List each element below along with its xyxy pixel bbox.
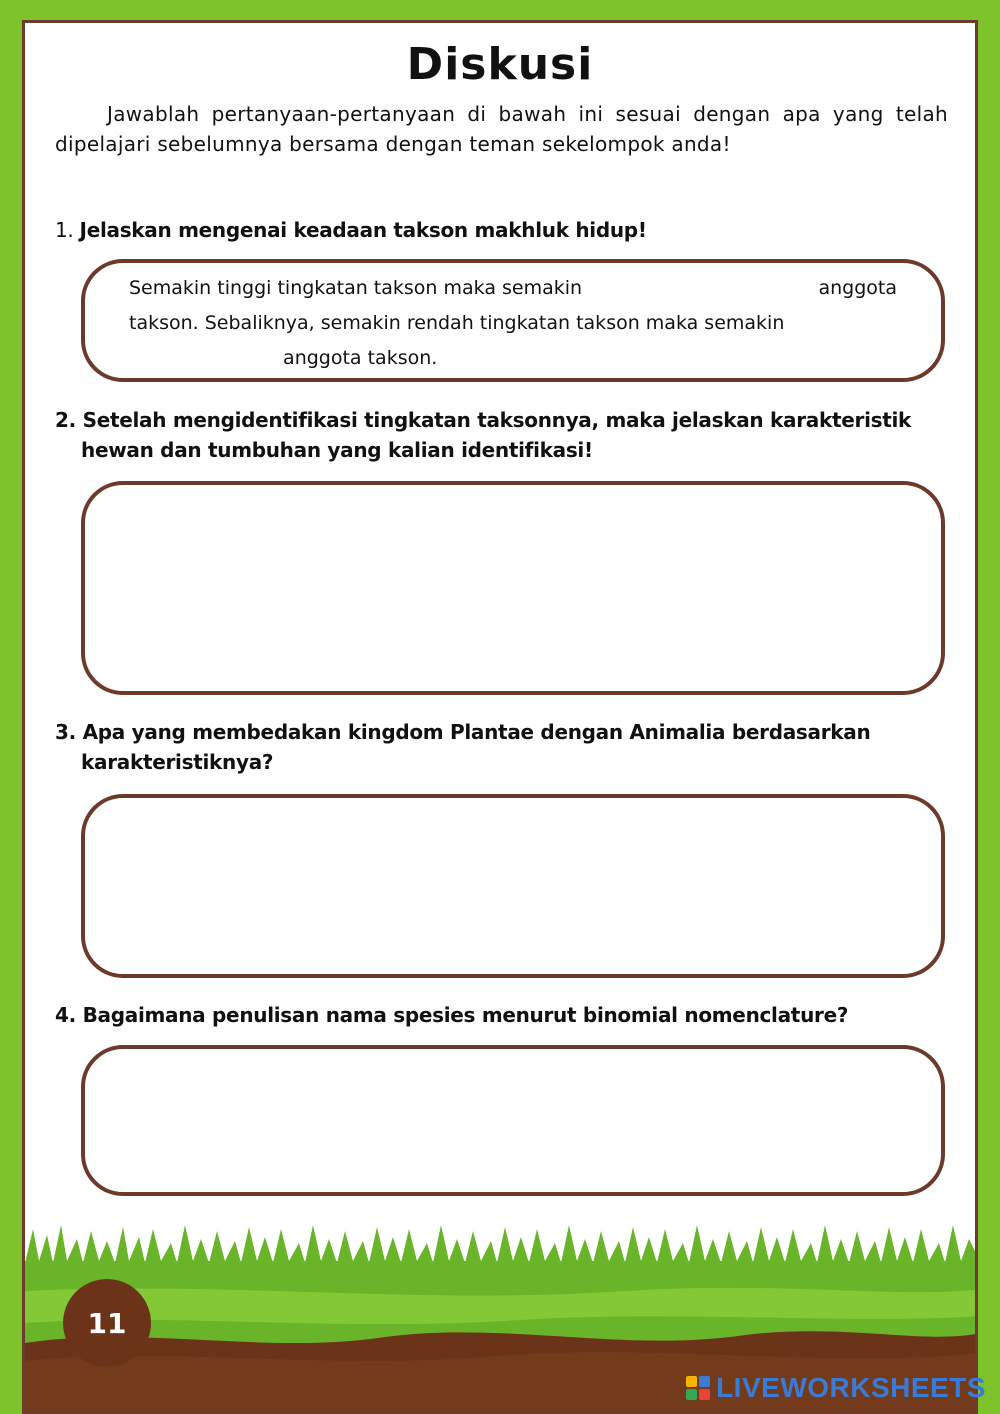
fill-in-statement: [129, 271, 897, 376]
question-2: [55, 405, 955, 465]
page-number-badge: 11: [63, 1279, 151, 1367]
question-2-text-line1: Setelah mengidentifikasi tingkatan taksonnya, maka jelaskan karakteristik: [82, 408, 912, 432]
intro-instructions: Jawablah pertanyaan-pertanyaan di bawah ini sesuai dengan apa yang telah dipelajari sebelumnya bersama dengan teman sekelompok anda!: [55, 102, 948, 156]
question-4-text: Bagaimana penulisan nama spesies menurut binomial nomenclature?: [82, 1003, 849, 1027]
question-1-text: Jelaskan mengenai keadaan takson makhluk hidup!: [79, 218, 647, 242]
question-2-number: 2.: [55, 408, 76, 432]
answer-box-2[interactable]: [81, 481, 945, 695]
question-1-number: 1.: [55, 218, 74, 242]
fill-line-1-start: Semakin tinggi tingkatan takson maka semakin: [129, 277, 583, 299]
fill-line-1: [129, 271, 897, 306]
question-2-text-line2: hewan dan tumbuhan yang kalian identifikasi!: [81, 438, 593, 462]
question-3-number: 3.: [55, 720, 76, 744]
answer-box-3[interactable]: [81, 794, 945, 978]
question-3: [55, 717, 955, 777]
question-1: [55, 215, 955, 245]
fill-line-1-end: anggota: [818, 277, 897, 299]
question-4: [55, 1000, 955, 1030]
fill-line-3-text: anggota takson.: [283, 347, 438, 369]
question-3-text-line1: Apa yang membedakan kingdom Plantae dengan Animalia berdasarkan: [82, 720, 871, 744]
liveworksheets-watermark: [686, 1372, 986, 1404]
fill-line-2: takson. Sebaliknya, semakin rendah tingkatan takson maka semakin: [129, 312, 785, 334]
grass-blades: [25, 1225, 978, 1281]
answer-box-4[interactable]: [81, 1045, 945, 1196]
question-3-text-line2: karakteristiknya?: [81, 750, 274, 774]
fill-blank-1[interactable]: [635, 271, 765, 306]
fill-line-3: [129, 341, 897, 376]
page-title: Diskusi: [406, 39, 594, 90]
worksheet-page: [22, 20, 978, 1414]
liveworksheets-logo-icon: [686, 1376, 710, 1400]
watermark-text: LIVEWORKSHEETS: [716, 1372, 986, 1403]
answer-box-1: [81, 259, 945, 382]
question-4-number: 4.: [55, 1003, 76, 1027]
